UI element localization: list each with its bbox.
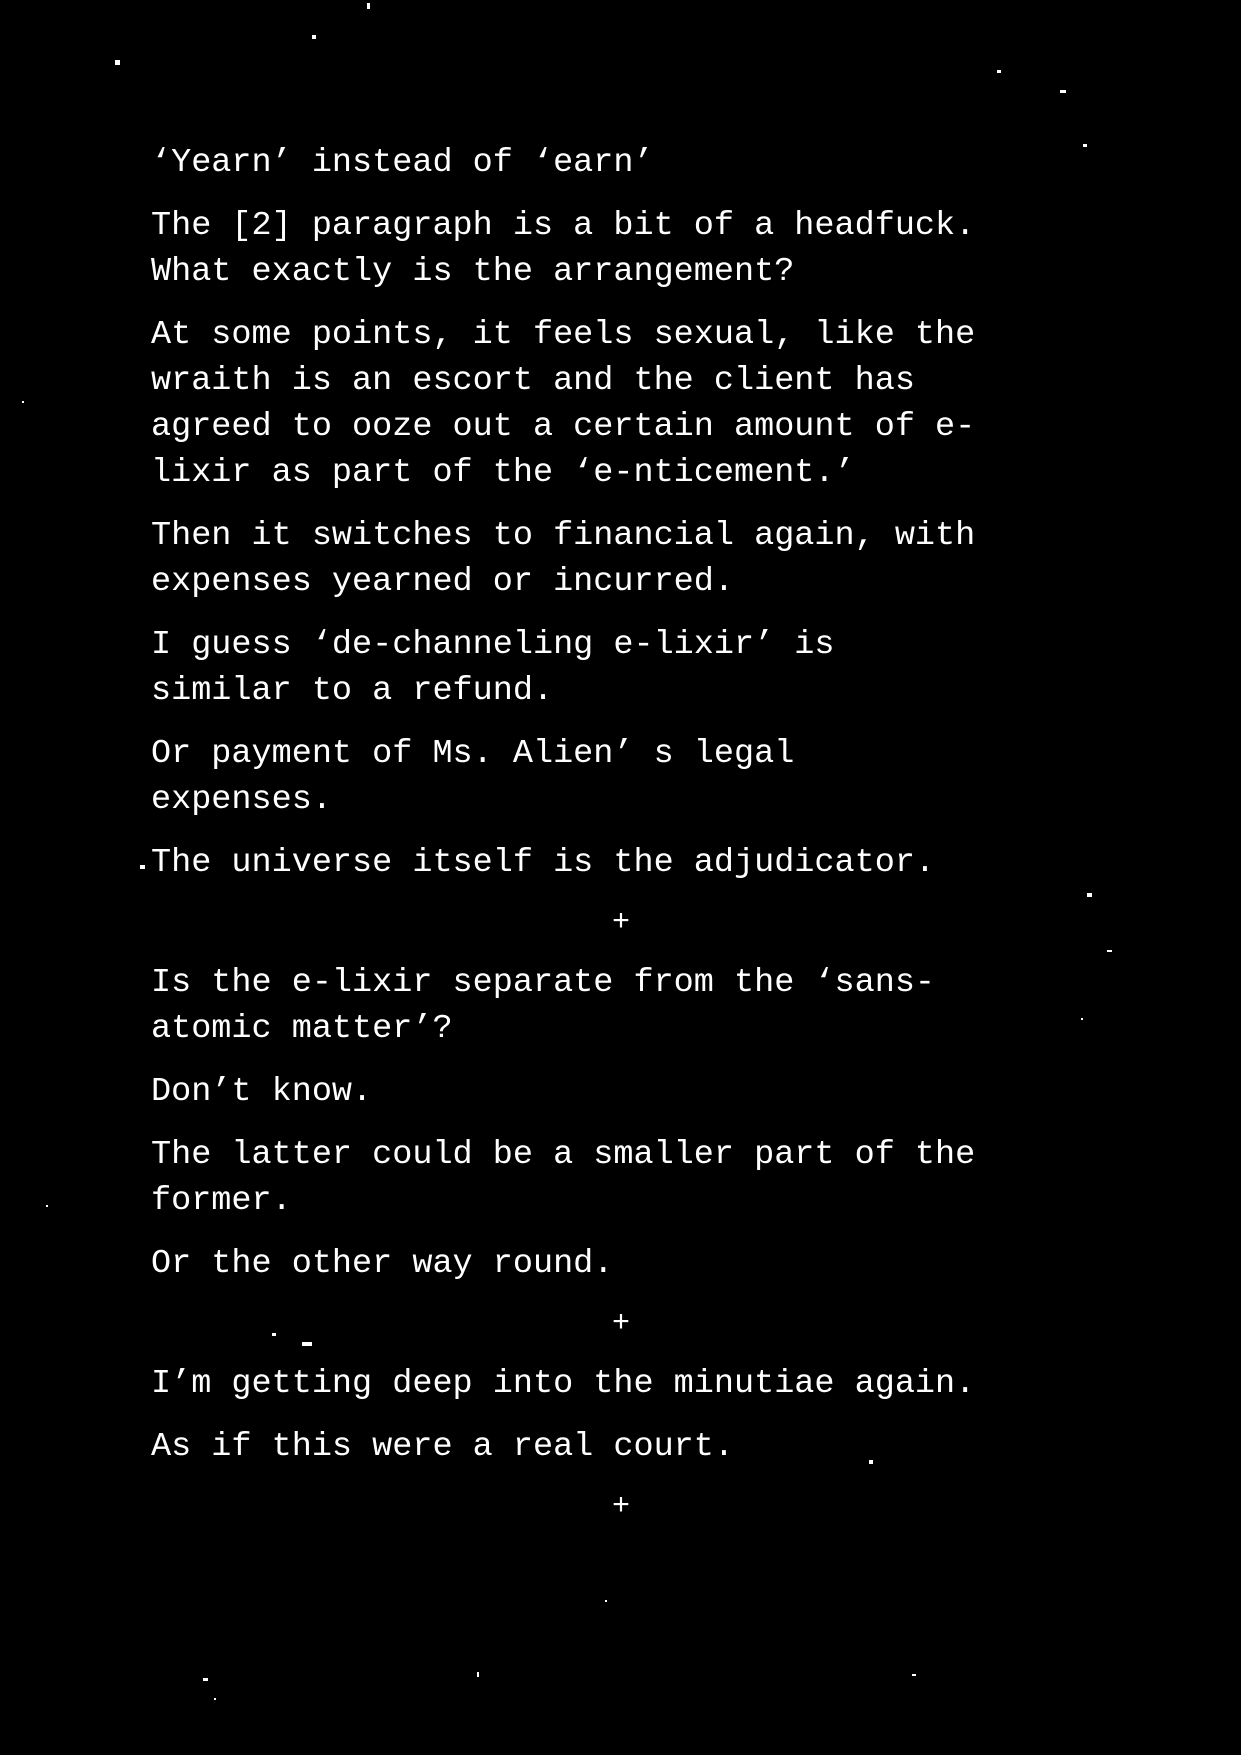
- scan-speck: [1083, 144, 1087, 147]
- scan-speck: [477, 1672, 479, 1677]
- scan-speck: [1060, 90, 1066, 93]
- scan-speck: [302, 1342, 312, 1346]
- paragraph: Or the other way round.: [151, 1245, 614, 1283]
- section-divider: +: [611, 1490, 630, 1524]
- paragraph: As if this were a real court.: [151, 1428, 734, 1466]
- scan-speck: [1081, 1018, 1083, 1020]
- scan-speck: [140, 865, 145, 869]
- paragraph: The [2] paragraph is a bit of a headfuck. What exactly is the arrangement?: [151, 207, 976, 291]
- scan-speck: [203, 1678, 208, 1681]
- scan-speck: [272, 1333, 276, 1336]
- paragraph: The universe itself is the adjudicator.: [151, 844, 936, 882]
- paragraph: Is the e-lixir separate from the ‘sans- atomic matter’?: [151, 964, 936, 1048]
- section-divider: +: [611, 1307, 630, 1341]
- paragraph: I guess ‘de-channeling e-lixir’ is similar to a refund.: [151, 626, 835, 710]
- paragraph: Or payment of Ms. Alien’ s legal expenses.: [151, 735, 795, 819]
- paragraph: Then it switches to financial again, with expenses yearned or incurred.: [151, 517, 976, 601]
- scan-speck: [869, 1460, 873, 1464]
- scan-speck: [115, 60, 120, 65]
- paragraph: At some points, it feels sexual, like the wraith is an escort and the client has agreed to ooze out a certain amount of e- lixir as part of the ‘e-nticement.’: [151, 316, 976, 492]
- scan-speck: [367, 3, 370, 9]
- scan-speck: [214, 1698, 216, 1700]
- scan-speck: [1087, 893, 1092, 897]
- scan-speck: [997, 70, 1001, 73]
- scan-speck: [46, 1205, 48, 1207]
- scan-speck: [912, 1674, 916, 1676]
- text-column: [151, 140, 1091, 1544]
- paragraph: Don’t know.: [151, 1073, 373, 1111]
- scan-speck: [22, 401, 24, 403]
- paragraph: ‘Yearn’ instead of ‘earn’: [151, 144, 654, 182]
- scan-speck: [312, 35, 316, 39]
- paragraph: The latter could be a smaller part of the former.: [151, 1136, 976, 1220]
- section-divider: +: [611, 906, 630, 940]
- scan-speck: [1107, 950, 1112, 952]
- scan-speck: [605, 1600, 607, 1602]
- paragraph: I’m getting deep into the minutiae again.: [151, 1365, 976, 1403]
